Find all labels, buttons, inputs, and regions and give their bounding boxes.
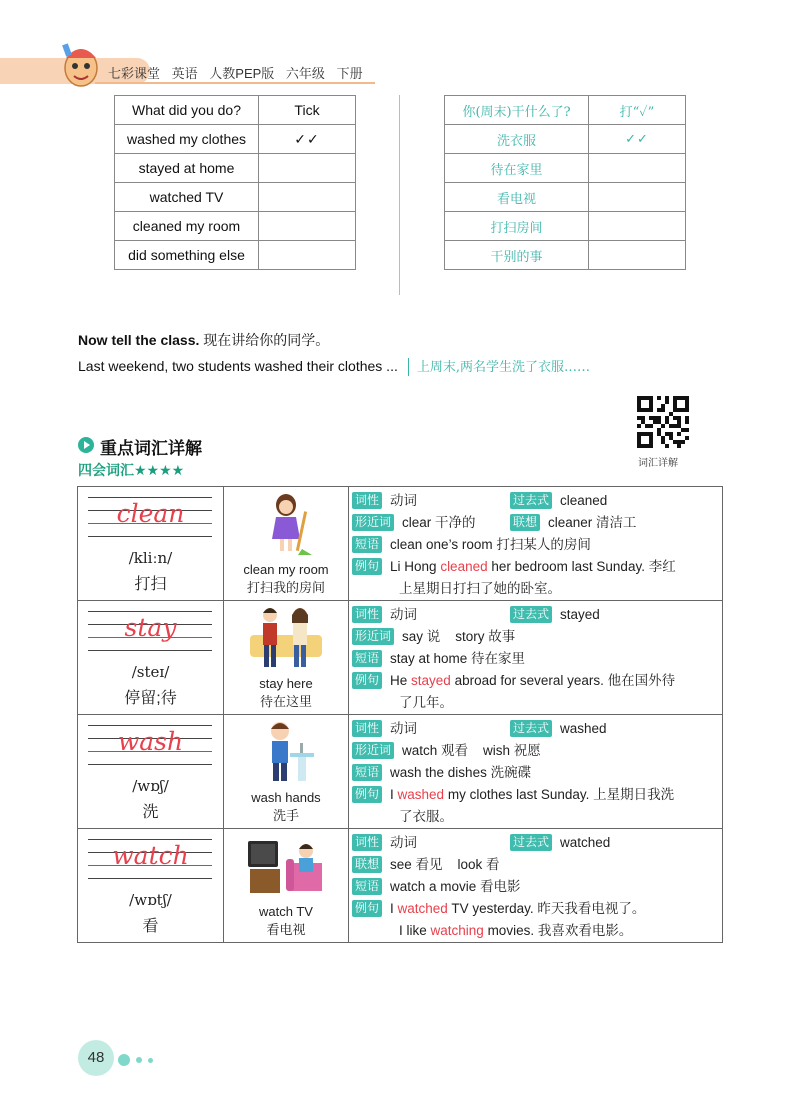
tag-phrase: 短语: [352, 536, 382, 553]
example2-pre: I like: [399, 923, 431, 938]
vocab-meaning: 打扫: [134, 576, 167, 593]
table-row: [115, 212, 356, 241]
two-people-illustration: [246, 605, 326, 671]
table-row: [115, 125, 356, 154]
picture-caption-cn: 打扫我的房间: [246, 580, 325, 595]
example-pre: Li Hong: [390, 559, 441, 574]
tag-past: 过去式: [510, 606, 552, 623]
example-post: abroad for several years. 他在国外待: [450, 673, 676, 688]
vocab-phonetic: /kliːn/: [128, 549, 173, 567]
table-row: [115, 183, 356, 212]
vocab-word: stay: [124, 613, 177, 642]
survey-activity: cleaned my room: [115, 212, 259, 241]
table-row: [445, 241, 686, 270]
picture-caption-cn: 待在这里: [259, 694, 312, 709]
picture-cell: [224, 487, 349, 601]
separator: [408, 358, 409, 376]
survey-activity: washed my clothes: [115, 125, 259, 154]
table-row: [445, 183, 686, 212]
example2-post: movies. 我喜欢看电影。: [483, 923, 633, 938]
tag-example: 例句: [352, 558, 382, 575]
table-row: [445, 154, 686, 183]
word-cell: [78, 601, 224, 715]
detail-similar: clear 干净的: [402, 515, 476, 530]
detail-pos: 动词: [390, 607, 418, 622]
details-cell: [349, 829, 723, 943]
picture-cell: [224, 601, 349, 715]
example-post: my clothes last Sunday. 上星期日我洗: [444, 787, 675, 802]
survey-header-tick: Tick: [259, 96, 356, 125]
detail-past: stayed: [560, 607, 600, 622]
section-subtitle: 四会词汇★★★★: [78, 462, 185, 478]
table-row: [445, 212, 686, 241]
picture-cell: [224, 829, 349, 943]
tag-pos: 词性: [352, 720, 382, 737]
details-cell: [349, 715, 723, 829]
survey-activity: 打扫房间: [445, 212, 589, 241]
instruction-cn: 现在讲给你的同学。: [203, 332, 330, 348]
vocab-meaning: 洗: [142, 804, 159, 821]
detail-pos: 动词: [390, 721, 418, 736]
tag-association: 联想: [510, 514, 540, 531]
picture-cell: [224, 715, 349, 829]
example-cn: 上周末,两名学生洗了衣服……: [416, 360, 590, 375]
example-pre: I: [390, 787, 398, 802]
detail-phrase: stay at home 待在家里: [390, 651, 526, 666]
tag-pos: 词性: [352, 606, 382, 623]
vocab-phonetic: /steɪ/: [131, 663, 170, 681]
word-cell: [78, 715, 224, 829]
tag-phrase: 短语: [352, 650, 382, 667]
section-title: 重点词汇详解: [100, 439, 202, 458]
detail-similar: say 说 story 故事: [402, 629, 516, 644]
survey-activity: 洗衣服: [445, 125, 589, 154]
tag-pos: 词性: [352, 492, 382, 509]
picture-caption-en: wash hands: [251, 790, 321, 805]
detail-pos: 动词: [390, 493, 418, 508]
example-post: TV yesterday. 昨天我看电视了。: [447, 901, 646, 916]
mascot-icon: [56, 38, 106, 92]
survey-activity: 看电视: [445, 183, 589, 212]
vocab-word: clean: [116, 499, 185, 528]
survey-table-english: [114, 95, 356, 270]
survey-tick: ✓✓: [589, 125, 686, 154]
example-continued: 了几年。: [399, 695, 453, 710]
survey-activity: did something else: [115, 241, 259, 270]
instruction-bold: Now tell the class.: [78, 332, 200, 348]
survey-activity: 干别的事: [445, 241, 589, 270]
play-icon: [78, 437, 94, 453]
vocab-word: watch: [112, 841, 189, 870]
qr-label: 词汇详解: [638, 458, 678, 469]
tag-past: 过去式: [510, 492, 552, 509]
header-edition: 人教PEP版: [209, 66, 275, 81]
tag-past: 过去式: [510, 720, 552, 737]
survey-tick: [589, 241, 686, 270]
survey-tick: [589, 212, 686, 241]
survey-activity: watched TV: [115, 183, 259, 212]
word-cell: [78, 829, 224, 943]
details-cell: [349, 601, 723, 715]
survey-activity: 待在家里: [445, 154, 589, 183]
vocabulary-table: [77, 486, 723, 943]
example2-highlight: watching: [430, 923, 484, 938]
survey-header-tick: 打“✓”: [589, 96, 686, 125]
tag-pos: 词性: [352, 834, 382, 851]
decor-dot: [118, 1054, 130, 1066]
detail-past: washed: [560, 721, 607, 736]
vocab-row: [78, 487, 723, 601]
survey-tick: [259, 154, 356, 183]
vocab-phonetic: /wɒtʃ/: [129, 891, 172, 909]
survey-tick: [589, 183, 686, 212]
detail-similar: watch 观看 wish 祝愿: [402, 743, 541, 758]
survey-header-activity: 你(周末)干什么了?: [445, 96, 589, 125]
vocab-row: [78, 601, 723, 715]
tag-past: 过去式: [510, 834, 552, 851]
tag-example: 例句: [352, 786, 382, 803]
detail-association: see 看见 look 看: [390, 857, 500, 872]
detail-association: cleaner 清洁工: [548, 515, 637, 530]
survey-header-activity: What did you do?: [115, 96, 259, 125]
boy-washing-hands-illustration: [246, 719, 326, 785]
example-pre: I: [390, 901, 398, 916]
vocab-word: wash: [117, 727, 184, 756]
picture-caption-cn: 洗手: [272, 808, 299, 823]
example-highlight: washed: [397, 787, 445, 802]
survey-tick: [259, 241, 356, 270]
page-number: 48: [87, 1049, 105, 1066]
example-highlight: stayed: [411, 673, 451, 688]
survey-tick: [259, 183, 356, 212]
detail-phrase: clean one’s room 打扫某人的房间: [390, 537, 591, 552]
example-highlight: watched: [397, 901, 448, 916]
header-subject: 英语: [171, 66, 198, 81]
vocab-phonetic: /wɒʃ/: [132, 777, 169, 795]
detail-phrase: wash the dishes 洗碗碟: [390, 765, 532, 780]
detail-phrase: watch a movie 看电影: [390, 879, 521, 894]
tag-similar: 形近词: [352, 742, 394, 759]
example-en: Last weekend, two students washed their clothes ...: [78, 358, 398, 374]
header-volume: 下册: [336, 66, 363, 81]
tag-phrase: 短语: [352, 764, 382, 781]
table-row: [115, 241, 356, 270]
header-title: [108, 63, 371, 82]
vocab-meaning: 看: [142, 918, 159, 935]
picture-caption-en: watch TV: [259, 904, 313, 919]
picture-caption-cn: 看电视: [266, 922, 306, 937]
example-continued: 了衣服。: [399, 809, 453, 824]
example-line: [78, 356, 590, 376]
detail-past: cleaned: [560, 493, 608, 508]
vertical-divider: [399, 95, 400, 295]
picture-caption-en: stay here: [259, 676, 313, 691]
header-grade: 六年级: [285, 66, 325, 81]
survey-tick: ✓✓: [259, 125, 356, 154]
table-row: [445, 125, 686, 154]
survey-tick: [259, 212, 356, 241]
word-cell: [78, 487, 224, 601]
example-post: her bedroom last Sunday. 李红: [487, 559, 676, 574]
tag-similar: 形近词: [352, 514, 394, 531]
table-row: [115, 154, 356, 183]
picture-caption-en: clean my room: [243, 562, 329, 577]
tag-association: 联想: [352, 856, 382, 873]
example-pre: He: [390, 673, 412, 688]
watching-tv-illustration: [246, 833, 326, 899]
header-series: 七彩课堂: [108, 66, 161, 81]
details-cell: [349, 487, 723, 601]
survey-tick: [589, 154, 686, 183]
survey-table-chinese: [444, 95, 686, 270]
decor-dot: [136, 1057, 142, 1063]
instruction-line: [78, 330, 329, 350]
girl-cleaning-illustration: [246, 491, 326, 557]
detail-past: watched: [560, 835, 611, 850]
vocab-row: [78, 715, 723, 829]
vocab-meaning: 停留;待: [124, 690, 177, 707]
decor-dot: [148, 1058, 153, 1063]
detail-pos: 动词: [390, 835, 418, 850]
tag-similar: 形近词: [352, 628, 394, 645]
example-highlight: cleaned: [440, 559, 488, 574]
vocab-row: [78, 829, 723, 943]
tag-example: 例句: [352, 900, 382, 917]
tag-phrase: 短语: [352, 878, 382, 895]
header-rule: [95, 82, 375, 84]
survey-activity: stayed at home: [115, 154, 259, 183]
example-2: [352, 920, 722, 942]
tag-example: 例句: [352, 672, 382, 689]
qr-code-icon[interactable]: [637, 396, 689, 448]
example-continued: 上星期日打扫了她的卧室。: [399, 581, 561, 596]
